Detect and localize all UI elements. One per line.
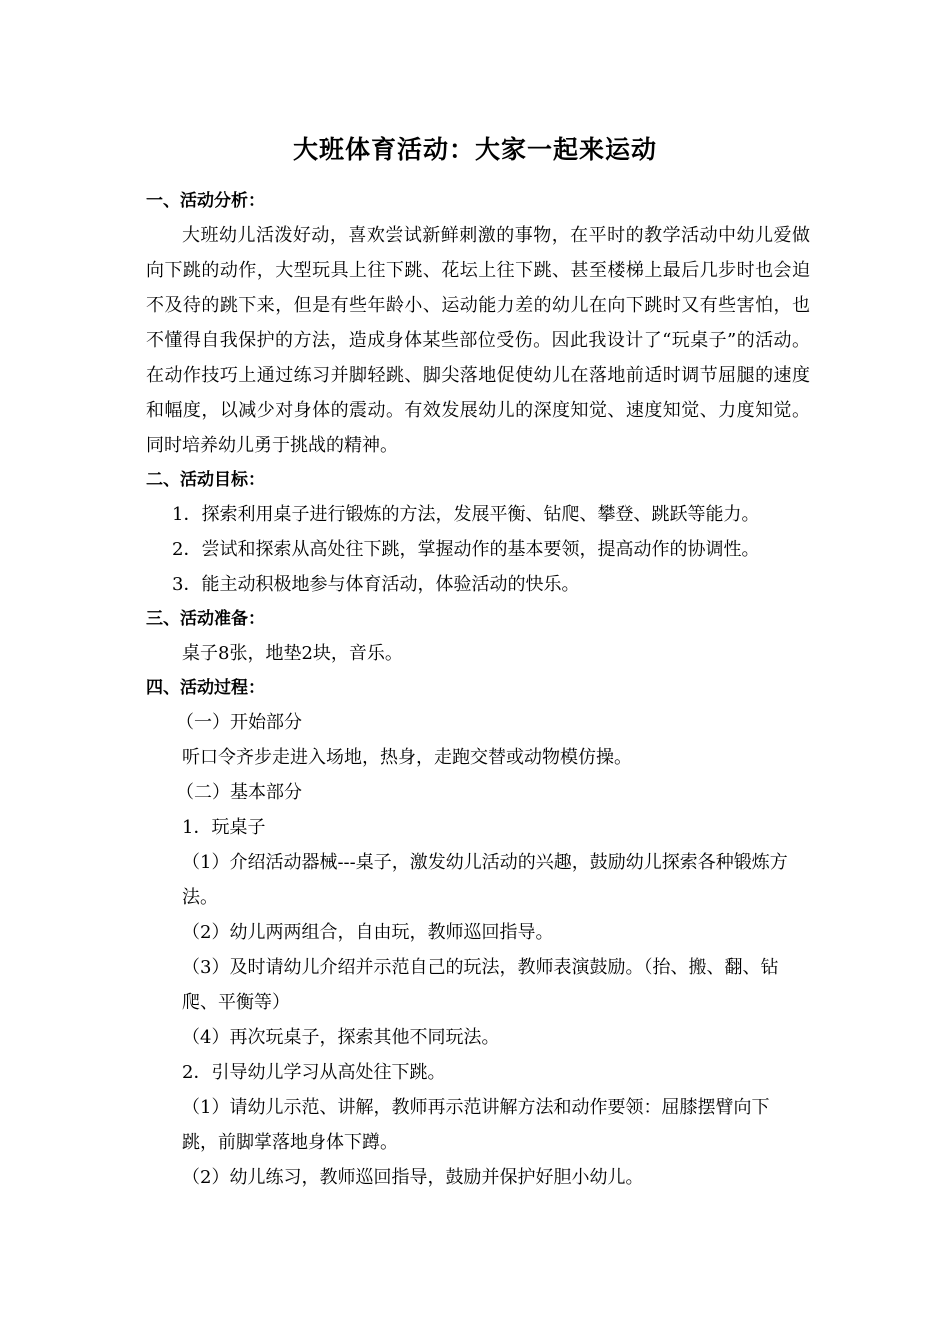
process-part-basic: （二）基本部分 (176, 782, 302, 803)
process-part-start-text: 听口令齐步走进入场地，热身，走跑交替或动物模仿操。 (182, 747, 632, 768)
goal-item: 3．能主动积极地参与体育活动，体验活动的快乐。 (172, 574, 580, 595)
process-item-2-step-1: （1）请幼儿示范、讲解，教师再示范讲解方法和动作要领：屈膝摆臂向下跳，前脚掌落地身体下蹲。 (182, 1097, 770, 1153)
preparation-text: 桌子8张，地垫2块，音乐。 (182, 643, 403, 664)
process-item-1: 1．玩桌子 (182, 817, 266, 838)
section-heading-goals: 二、活动目标： (146, 470, 265, 490)
process-part-start: （一）开始部分 (176, 712, 302, 733)
document-body (146, 184, 810, 1195)
process-item-2: 2．引导幼儿学习从高处往下跳。 (182, 1062, 446, 1083)
analysis-paragraph: 大班幼儿活泼好动，喜欢尝试新鲜刺激的事物，在平时的教学活动中幼儿爱做向下跳的动作，大型玩具上往下跳、花坛上往下跳、甚至楼梯上最后几步时也会迫不及待的跳下来，但是有些年龄小、运动能力差的幼儿在向下跳时又有些害怕，也不懂得自我保护的方法，造成身体某些部位受伤。因此我设计了“玩桌子”的活动。在动作技巧上通过练习并脚轻跳、脚尖落地促使幼儿在落地前适时调节屈腿的速度和幅度，以减少对身体的震动。有效发展幼儿的深度知觉、速度知觉、力度知觉。同时培养幼儿勇于挑战的精神。 (146, 225, 810, 456)
process-item-1-step-1: （1）介绍活动器械---桌子，激发幼儿活动的兴趣，鼓励幼儿探索各种锻炼方法。 (182, 852, 788, 908)
page-title: 大班体育活动：大家一起来运动 (292, 135, 657, 164)
process-item-2-step-2: （2）幼儿练习，教师巡回指导，鼓励并保护好胆小幼儿。 (182, 1167, 644, 1188)
section-heading-process: 四、活动过程： (146, 678, 265, 698)
section-heading-preparation: 三、活动准备： (146, 609, 265, 629)
section-heading-analysis: 一、活动分析： (146, 191, 265, 211)
process-item-1-step-2: （2）幼儿两两组合，自由玩，教师巡回指导。 (182, 922, 554, 943)
goal-item: 1．探索利用桌子进行锻炼的方法，发展平衡、钻爬、攀登、跳跃等能力。 (172, 504, 760, 525)
process-item-1-step-3: （3）及时请幼儿介绍并示范自己的玩法，教师表演鼓励。（抬、搬、翻、钻爬、平衡等） (182, 957, 779, 1013)
goal-item: 2．尝试和探索从高处往下跳，掌握动作的基本要领，提高动作的协调性。 (172, 539, 760, 560)
process-item-1-step-4: （4）再次玩桌子，探索其他不同玩法。 (182, 1027, 500, 1048)
